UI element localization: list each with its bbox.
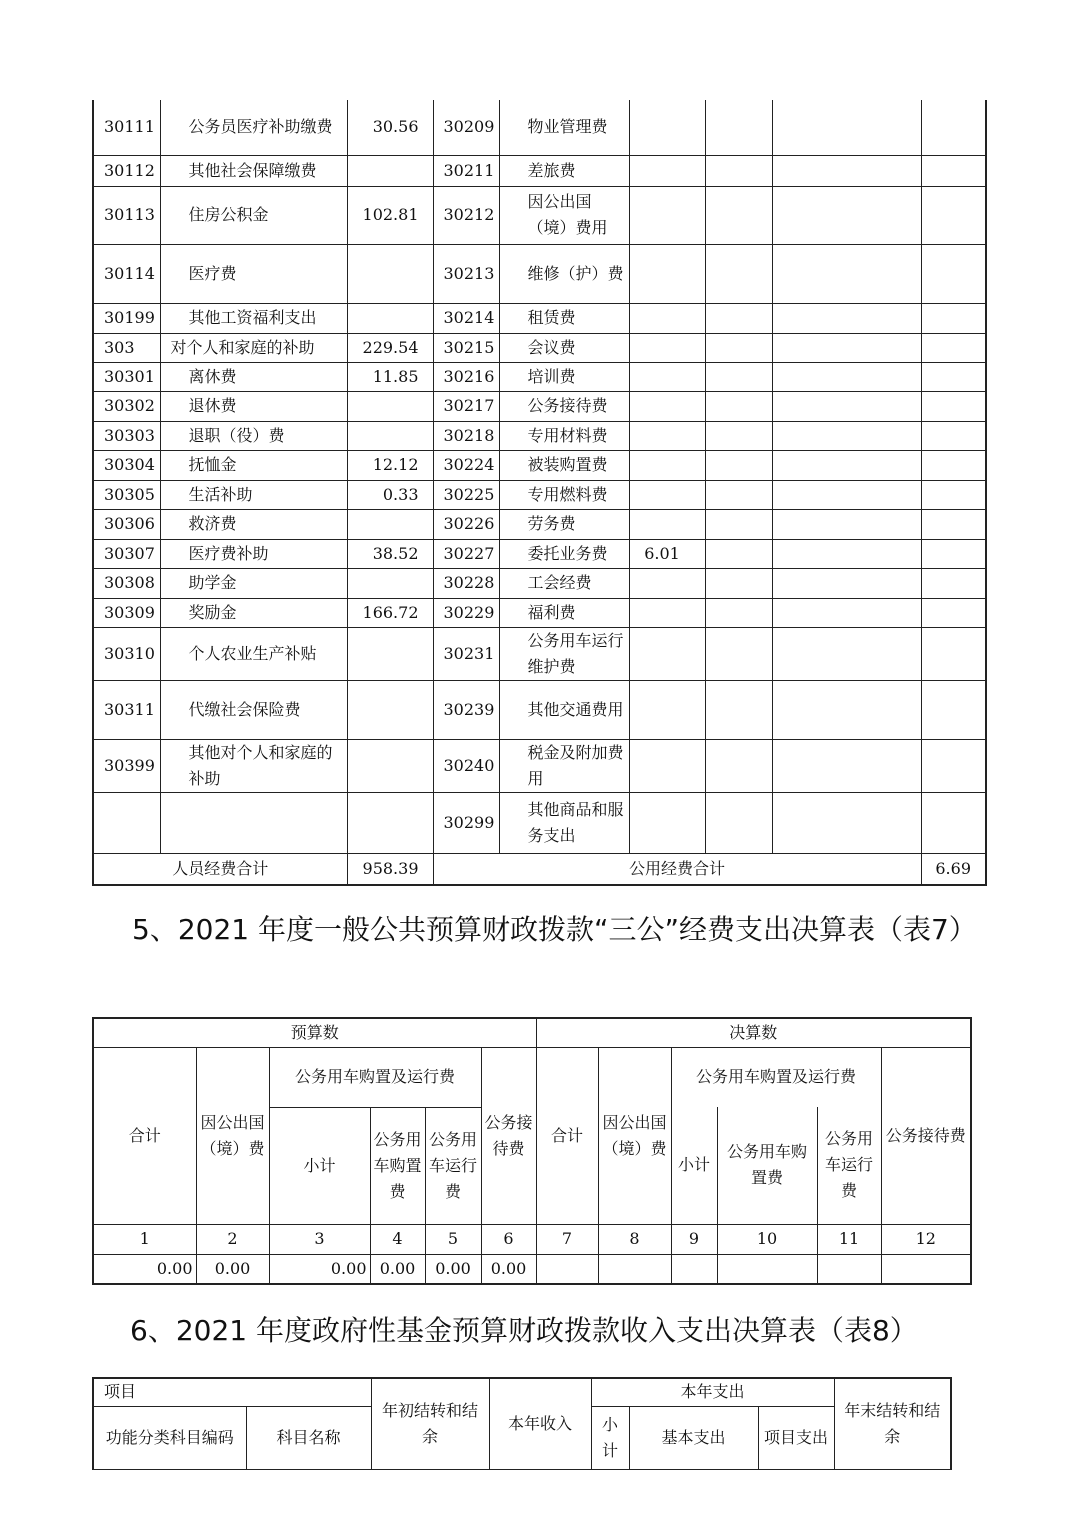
cell-3: 30209	[433, 100, 499, 155]
cell-8	[921, 739, 986, 792]
cell-0: 30305	[93, 480, 160, 509]
cell-5	[629, 244, 705, 303]
cell-1: 公务员医疗补助缴费	[160, 100, 347, 155]
cell-7	[772, 739, 921, 792]
header-final: 决算数	[536, 1018, 971, 1047]
cell-2	[347, 244, 433, 303]
value-cell: 0.00	[370, 1254, 425, 1284]
cell-0: 30111	[93, 100, 160, 155]
cell-0: 30399	[93, 739, 160, 792]
value-cell	[817, 1254, 881, 1284]
cell-5	[629, 186, 705, 244]
cell-5	[629, 480, 705, 509]
cell-8	[921, 244, 986, 303]
cell-4: 福利费	[499, 598, 629, 627]
cell-4: 差旅费	[499, 155, 629, 186]
cell-6	[705, 792, 772, 853]
three-public-expenses-table	[92, 1017, 972, 1285]
cell-3: 30218	[433, 421, 499, 450]
cell-7	[772, 155, 921, 186]
cell-1: 其他对个人和家庭的补助	[160, 739, 347, 792]
value-cell	[881, 1254, 971, 1284]
cell-2	[347, 391, 433, 421]
cell-3: 30231	[433, 627, 499, 680]
cell-5	[629, 391, 705, 421]
table-row	[93, 598, 986, 627]
cell-2: 166.72	[347, 598, 433, 627]
cell-7	[772, 450, 921, 480]
header-item: 项目	[93, 1378, 371, 1406]
cell-5	[629, 568, 705, 598]
cell-4: 公务用车运行维护费	[499, 627, 629, 680]
table-row	[93, 362, 986, 391]
cell-7	[772, 100, 921, 155]
cell-7	[772, 568, 921, 598]
header-reception: 公务接待费	[481, 1047, 536, 1224]
cell-0: 30311	[93, 680, 160, 739]
header-reception-final: 公务接待费	[881, 1047, 971, 1224]
column-number: 11	[817, 1224, 881, 1254]
column-number: 8	[598, 1224, 671, 1254]
header-basic: 基本支出	[629, 1406, 758, 1469]
value-cell: 0.00	[269, 1254, 370, 1284]
header-budget: 预算数	[93, 1018, 536, 1047]
cell-8	[921, 421, 986, 450]
cell-0: 30199	[93, 303, 160, 333]
cell-6	[705, 421, 772, 450]
cell-3: 30240	[433, 739, 499, 792]
cell-3: 30215	[433, 333, 499, 362]
cell-3: 30211	[433, 155, 499, 186]
cell-1: 抚恤金	[160, 450, 347, 480]
cell-5	[629, 739, 705, 792]
table-row	[93, 333, 986, 362]
cell-2	[347, 303, 433, 333]
column-number: 10	[717, 1224, 817, 1254]
cell-3: 30217	[433, 391, 499, 421]
cell-1: 住房公积金	[160, 186, 347, 244]
header-end-balance: 年末结转和结余	[834, 1378, 951, 1469]
cell-2: 30.56	[347, 100, 433, 155]
cell-8	[921, 100, 986, 155]
cell-6	[705, 155, 772, 186]
cell-1: 退休费	[160, 391, 347, 421]
cell-0: 30301	[93, 362, 160, 391]
cell-0: 30308	[93, 568, 160, 598]
header-abroad: 因公出国（境）费	[196, 1047, 269, 1224]
table-row	[93, 792, 986, 853]
cell-4: 其他交通费用	[499, 680, 629, 739]
cell-5	[629, 362, 705, 391]
header-subtotal: 小计	[269, 1107, 370, 1224]
cell-8	[921, 598, 986, 627]
value-cell	[598, 1254, 671, 1284]
cell-8	[921, 509, 986, 539]
cell-3: 30226	[433, 509, 499, 539]
value-cell: 0.00	[196, 1254, 269, 1284]
cell-8	[921, 480, 986, 509]
total-personnel-label: 人员经费合计	[93, 853, 347, 885]
cell-5	[629, 100, 705, 155]
cell-7	[772, 362, 921, 391]
cell-7	[772, 391, 921, 421]
value-cell: 0.00	[93, 1254, 196, 1284]
cell-4: 培训费	[499, 362, 629, 391]
cell-7	[772, 598, 921, 627]
cell-2	[347, 421, 433, 450]
cell-3: 30214	[433, 303, 499, 333]
header-car-run-final: 公务用车运行费	[817, 1107, 881, 1224]
cell-5	[629, 792, 705, 853]
cell-4: 物业管理费	[499, 100, 629, 155]
table-row	[93, 568, 986, 598]
cell-7	[772, 186, 921, 244]
cell-2	[347, 568, 433, 598]
cell-4: 专用材料费	[499, 421, 629, 450]
cell-0: 30306	[93, 509, 160, 539]
cell-3: 30225	[433, 480, 499, 509]
header-begin-balance: 年初结转和结余	[371, 1378, 489, 1469]
cell-7	[772, 480, 921, 509]
header-name: 科目名称	[246, 1406, 371, 1469]
column-number: 12	[881, 1224, 971, 1254]
header-car-run: 公务用车运行费	[425, 1107, 481, 1224]
cell-1: 医疗费	[160, 244, 347, 303]
cell-2	[347, 155, 433, 186]
cell-6	[705, 680, 772, 739]
section-heading-5: 5、2021 年度一般公共预算财政拨款“三公”经费支出决算表（表7）	[132, 913, 977, 946]
value-cell	[536, 1254, 598, 1284]
cell-6	[705, 539, 772, 568]
cell-1: 个人农业生产补贴	[160, 627, 347, 680]
table-row	[93, 155, 986, 186]
cell-7	[772, 333, 921, 362]
cell-8	[921, 450, 986, 480]
cell-6	[705, 391, 772, 421]
cell-0: 30309	[93, 598, 160, 627]
column-number: 9	[671, 1224, 717, 1254]
table-row	[93, 421, 986, 450]
cell-4: 会议费	[499, 333, 629, 362]
header-project: 项目支出	[758, 1406, 834, 1469]
table-row	[93, 627, 986, 680]
cell-8	[921, 568, 986, 598]
cell-4: 维修（护）费	[499, 244, 629, 303]
total-personnel-value: 958.39	[347, 853, 433, 885]
cell-0	[93, 792, 160, 853]
cell-7	[772, 244, 921, 303]
cell-0: 30113	[93, 186, 160, 244]
cell-1: 其他社会保障缴费	[160, 155, 347, 186]
cell-5	[629, 509, 705, 539]
table-row	[93, 303, 986, 333]
cell-2	[347, 680, 433, 739]
column-number: 3	[269, 1224, 370, 1254]
cell-3: 30299	[433, 792, 499, 853]
column-number: 6	[481, 1224, 536, 1254]
column-number: 1	[93, 1224, 196, 1254]
cell-3: 30227	[433, 539, 499, 568]
cell-2: 229.54	[347, 333, 433, 362]
cell-1: 其他工资福利支出	[160, 303, 347, 333]
cell-2: 102.81	[347, 186, 433, 244]
table-row	[93, 509, 986, 539]
column-number: 2	[196, 1224, 269, 1254]
value-cell	[671, 1254, 717, 1284]
header-car-buy-final: 公务用车购置费	[717, 1107, 817, 1224]
total-row	[93, 853, 986, 885]
cell-7	[772, 792, 921, 853]
cell-6	[705, 480, 772, 509]
section-heading-6: 6、2021 年度政府性基金预算财政拨款收入支出决算表（表8）	[130, 1314, 918, 1347]
header-car-final: 公务用车购置及运行费	[671, 1047, 881, 1107]
table-row	[93, 680, 986, 739]
cell-1: 代缴社会保险费	[160, 680, 347, 739]
cell-1: 对个人和家庭的补助	[160, 333, 347, 362]
cell-1: 奖励金	[160, 598, 347, 627]
cell-5: 6.01	[629, 539, 705, 568]
value-cell: 0.00	[481, 1254, 536, 1284]
cell-3: 30212	[433, 186, 499, 244]
cell-1: 助学金	[160, 568, 347, 598]
cell-2	[347, 792, 433, 853]
cell-3: 30224	[433, 450, 499, 480]
cell-4: 税金及附加费用	[499, 739, 629, 792]
cell-4: 被装购置费	[499, 450, 629, 480]
cell-4: 其他商品和服务支出	[499, 792, 629, 853]
cell-2: 11.85	[347, 362, 433, 391]
cell-8	[921, 362, 986, 391]
cell-1: 退职（役）费	[160, 421, 347, 450]
cell-5	[629, 421, 705, 450]
cell-1: 离休费	[160, 362, 347, 391]
cell-3: 30239	[433, 680, 499, 739]
cell-1: 生活补助	[160, 480, 347, 509]
cell-8	[921, 391, 986, 421]
cell-2: 12.12	[347, 450, 433, 480]
cell-2: 0.33	[347, 480, 433, 509]
total-public-value: 6.69	[921, 853, 986, 885]
cell-1	[160, 792, 347, 853]
table-row	[93, 739, 986, 792]
cell-6	[705, 100, 772, 155]
column-number: 4	[370, 1224, 425, 1254]
value-cell: 0.00	[425, 1254, 481, 1284]
header-subtotal: 小计	[591, 1406, 629, 1469]
table-row	[93, 244, 986, 303]
cell-4: 公务接待费	[499, 391, 629, 421]
cell-5	[629, 680, 705, 739]
cell-6	[705, 598, 772, 627]
table-row	[93, 450, 986, 480]
cell-7	[772, 509, 921, 539]
header-total: 合计	[93, 1047, 196, 1224]
cell-5	[629, 333, 705, 362]
cell-0: 30307	[93, 539, 160, 568]
cell-1: 救济费	[160, 509, 347, 539]
cell-3: 30229	[433, 598, 499, 627]
cell-4: 因公出国（境）费用	[499, 186, 629, 244]
cell-6	[705, 186, 772, 244]
cell-8	[921, 792, 986, 853]
cell-8	[921, 539, 986, 568]
government-fund-table	[92, 1377, 952, 1470]
cell-8	[921, 155, 986, 186]
total-public-label: 公用经费合计	[433, 853, 921, 885]
column-number: 5	[425, 1224, 481, 1254]
table-row	[93, 480, 986, 509]
header-income: 本年收入	[489, 1378, 591, 1469]
cell-7	[772, 421, 921, 450]
cell-6	[705, 303, 772, 333]
header-car: 公务用车购置及运行费	[269, 1047, 481, 1107]
cell-2	[347, 739, 433, 792]
header-subtotal-final: 小计	[671, 1107, 717, 1224]
cell-2: 38.52	[347, 539, 433, 568]
cell-6	[705, 244, 772, 303]
cell-1: 医疗费补助	[160, 539, 347, 568]
cell-0: 30304	[93, 450, 160, 480]
table-row	[93, 186, 986, 244]
column-number: 7	[536, 1224, 598, 1254]
cell-0: 30112	[93, 155, 160, 186]
cell-4: 租赁费	[499, 303, 629, 333]
cell-7	[772, 680, 921, 739]
cell-6	[705, 362, 772, 391]
cell-8	[921, 186, 986, 244]
cell-0: 30302	[93, 391, 160, 421]
cell-8	[921, 680, 986, 739]
cell-4: 委托业务费	[499, 539, 629, 568]
header-car-buy: 公务用车购置费	[370, 1107, 425, 1224]
cell-6	[705, 509, 772, 539]
cell-6	[705, 627, 772, 680]
cell-3: 30228	[433, 568, 499, 598]
cell-7	[772, 539, 921, 568]
table-row	[93, 100, 986, 155]
cell-0: 303	[93, 333, 160, 362]
cell-8	[921, 333, 986, 362]
cell-0: 30310	[93, 627, 160, 680]
header-total-final: 合计	[536, 1047, 598, 1224]
cell-2	[347, 627, 433, 680]
cell-6	[705, 333, 772, 362]
cell-4: 工会经费	[499, 568, 629, 598]
table-row	[93, 539, 986, 568]
cell-8	[921, 303, 986, 333]
cell-7	[772, 627, 921, 680]
cell-5	[629, 303, 705, 333]
cell-7	[772, 303, 921, 333]
cell-4: 专用燃料费	[499, 480, 629, 509]
cell-4: 劳务费	[499, 509, 629, 539]
header-code: 功能分类科目编码	[93, 1406, 246, 1469]
cell-6	[705, 568, 772, 598]
expenditure-table-continued	[92, 100, 987, 886]
cell-5	[629, 598, 705, 627]
value-cell	[717, 1254, 817, 1284]
table-row	[93, 391, 986, 421]
cell-0: 30303	[93, 421, 160, 450]
cell-0: 30114	[93, 244, 160, 303]
cell-2	[347, 509, 433, 539]
cell-6	[705, 450, 772, 480]
cell-6	[705, 739, 772, 792]
cell-5	[629, 627, 705, 680]
cell-5	[629, 450, 705, 480]
cell-5	[629, 155, 705, 186]
cell-8	[921, 627, 986, 680]
header-abroad-final: 因公出国（境）费	[598, 1047, 671, 1224]
header-expense: 本年支出	[591, 1378, 834, 1406]
cell-3: 30216	[433, 362, 499, 391]
cell-3: 30213	[433, 244, 499, 303]
